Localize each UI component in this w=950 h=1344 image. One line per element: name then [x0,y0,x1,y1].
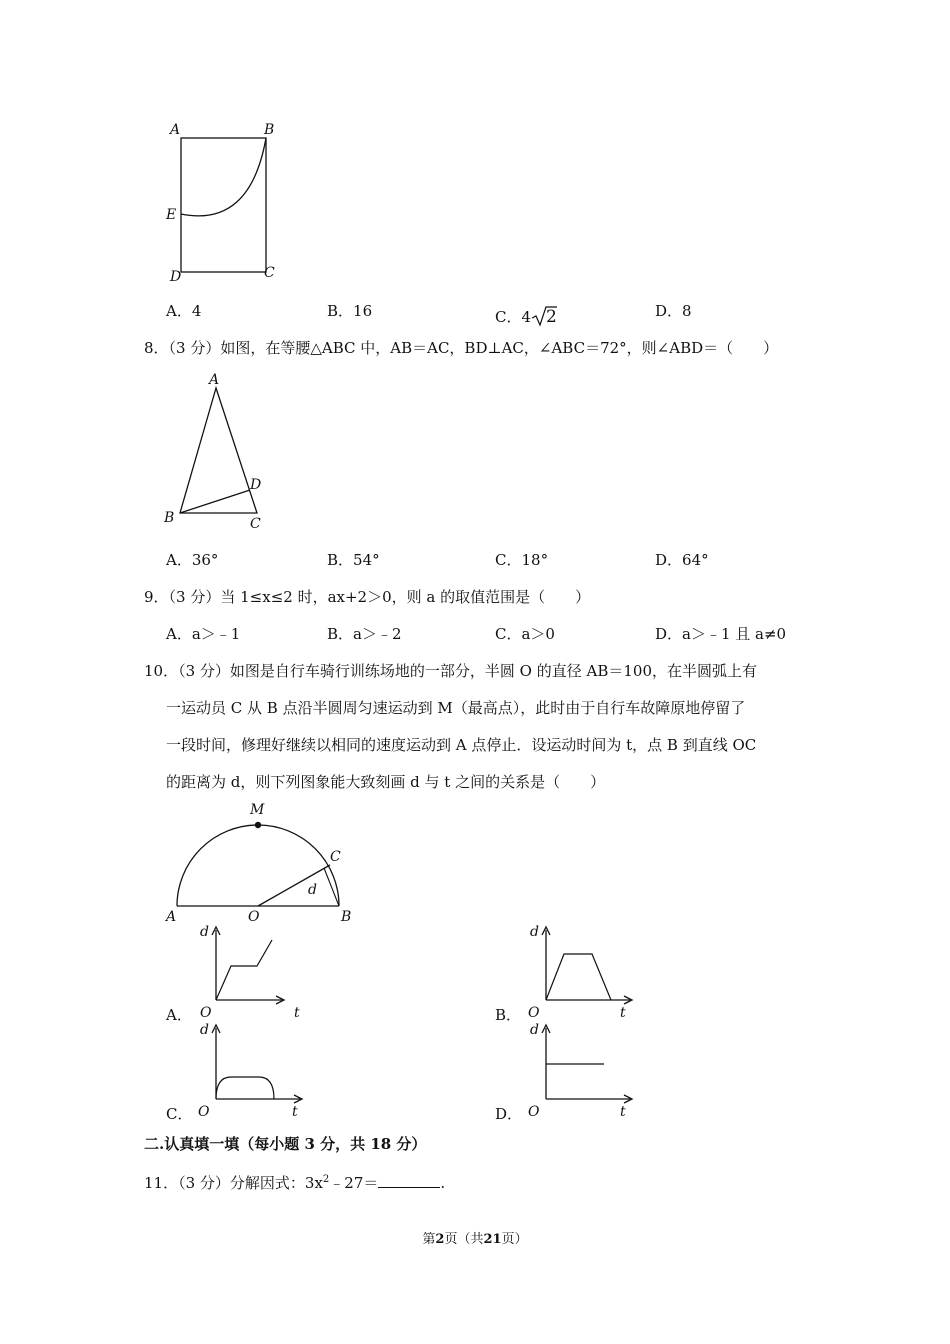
q10-graph-c-x-label: t [292,1104,298,1120]
q7-option-c [495,300,557,327]
q7-option-c-label: C．4 [495,308,532,326]
q10-graph-d-origin: O [528,1104,540,1120]
q9-option-c: C．a＞0 [495,625,555,643]
q8-option-a: A．36° [166,551,219,569]
q8-text: 8．（3 分）如图，在等腰△ABC 中，AB＝AC，BD⊥AC，∠ABC＝72°，则∠ABD＝（ ） [144,339,779,357]
footer-post: 页） [501,1232,528,1247]
q7-option-b: B．16 [327,302,373,320]
q11-prefix: 11．（3 分）分解因式：3x [144,1174,323,1192]
q11-answer-blank[interactable] [378,1175,440,1188]
q10-graph-c [190,1020,310,1120]
q10-label-a: A [166,909,177,925]
q10-graph-a [190,922,300,1022]
footer-total-pages: 21 [483,1232,502,1247]
q10-graph-a-curve [216,940,272,1000]
q10-graph-b [520,922,640,1022]
q10-graph-d-y-label: d [530,1022,539,1038]
q7-figure [160,118,290,288]
q10-line-3: 一段时间，修理好继续以相同的速度运动到 A 点停止．设运动时间为 t，点 B 到直线 OC [166,736,757,754]
q10-graph-d [520,1020,640,1120]
q7-label-d: D [170,269,182,285]
q10-label-m: M [250,802,265,818]
footer-pre: 第 [422,1232,436,1247]
q9-option-d: D．a＞﹣1 且 a≠0 [655,625,787,643]
q10-graph-b-x-label: t [620,1005,626,1021]
q9-option-a: A．a＞﹣1 [166,625,241,643]
q7-label-e: E [166,207,177,223]
q10-label-c: C [330,849,341,865]
q10-option-d: D． [495,1105,523,1123]
q10-line-2: 一运动员 C 从 B 点沿半圆周匀速运动到 M（最高点），此时由于自行车故障原地停留了 [166,699,746,717]
q11-exponent: 2 [322,1174,330,1185]
q10-label-o: O [248,909,260,925]
q8-label-c: C [250,516,261,532]
q10-graph-c-curve [216,1077,274,1099]
q10-point-m [255,822,261,828]
q8-triangle [180,388,257,513]
q11-end: . [440,1174,446,1192]
q7-option-c-radicand: 2 [546,307,557,327]
q7-label-b: B [264,122,275,138]
q10-graph-b-y-label: d [530,924,539,940]
q10-graph-a-x-label: t [294,1005,300,1021]
q10-graph-d-x-label: t [620,1104,626,1120]
q10-semicircle-figure [160,796,370,926]
q10-label-b: B [341,909,352,925]
q10-label-d: d [308,882,317,898]
q7-label-c: C [264,265,275,281]
q8-figure [160,370,280,535]
q10-option-a: A． [166,1006,192,1024]
q9-option-b: B．a＞﹣2 [327,625,402,643]
q8-label-b: B [164,510,175,526]
q10-graph-c-origin: O [198,1104,210,1120]
q10-segment-oc [258,865,330,906]
q10-graph-b-curve [546,954,611,1000]
q9-text: 9．（3 分）当 1≤x≤2 时，ax+2＞0，则 a 的取值范围是（ ） [144,588,591,606]
q8-option-b: B．54° [327,551,380,569]
footer-mid: 页（共 [444,1232,484,1247]
q8-label-d: D [250,477,262,493]
q10-graph-c-y-label: d [200,1022,209,1038]
q7-rectangle [181,138,266,272]
q10-line-4: 的距离为 d，则下列图象能大致刻画 d 与 t 之间的关系是（ ） [166,773,606,791]
q11-suffix: ﹣27＝ [329,1174,379,1192]
q7-option-d: D．8 [655,302,692,320]
q10-option-b: B． [495,1006,522,1024]
q7-label-a: A [170,122,181,138]
footer-page-number: 2 [435,1232,445,1247]
q11-text [144,1172,445,1193]
sqrt-symbol [531,300,557,326]
q8-label-a: A [209,372,220,388]
q10-graph-a-origin: O [200,1005,212,1021]
section-2-title: 二.认真填一填（每小题 3 分，共 18 分） [144,1135,427,1153]
q8-segment-bd [180,490,250,513]
q8-option-c: C．18° [495,551,549,569]
q7-option-a: A．4 [166,302,202,320]
q10-graph-a-y-label: d [200,924,209,940]
q7-arc [181,138,266,216]
page-footer [0,1228,950,1247]
q10-option-c: C． [166,1105,193,1123]
q10-graph-b-origin: O [528,1005,540,1021]
q8-option-d: D．64° [655,551,709,569]
q10-line-1: 10．（3 分）如图是自行车骑行训练场地的一部分，半圆 O 的直径 AB＝100，在半圆弧上有 [144,662,757,680]
